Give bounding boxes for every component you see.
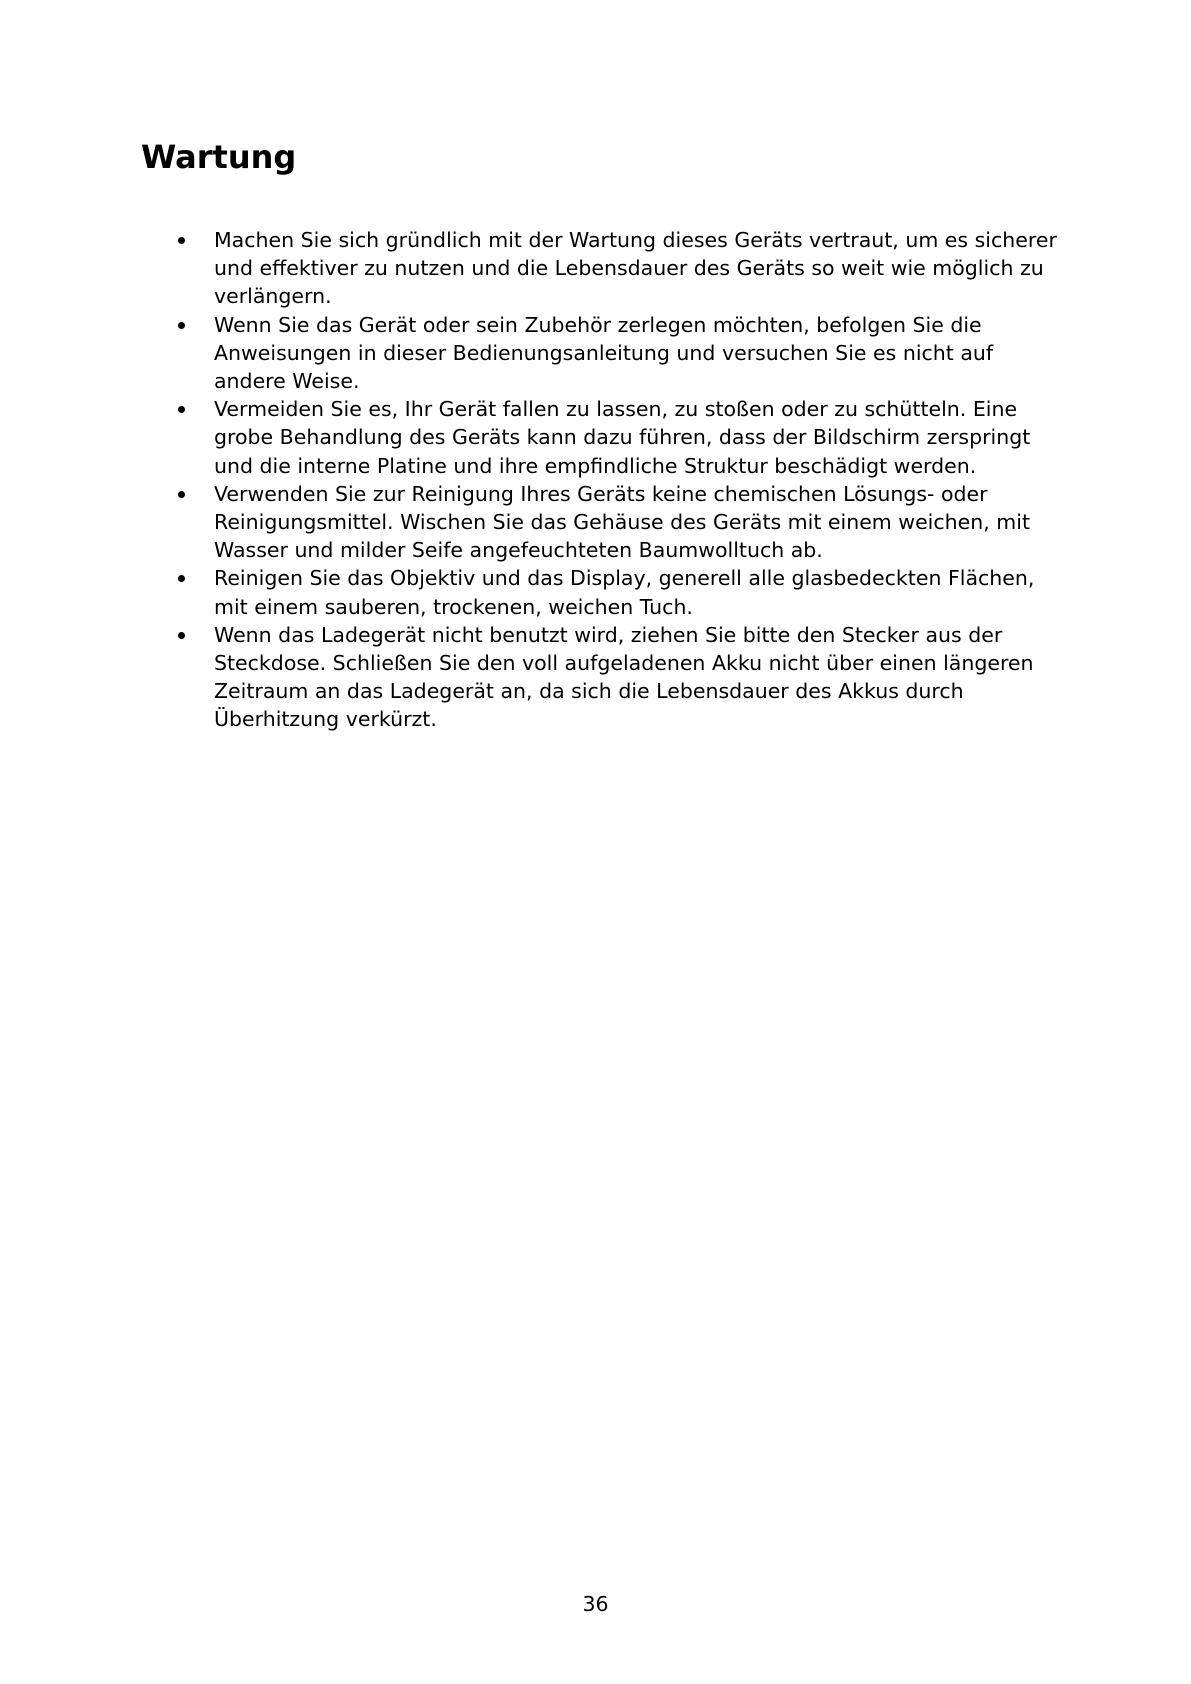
list-item (178, 480, 1068, 565)
list-item-text: Reinigen Sie das Objektiv und das Display, generell alle glasbedeckten Flächen, mit einem sauberen, trockenen, weichen Tuch. (214, 566, 1035, 619)
bullet-icon (178, 406, 185, 413)
list-item-text: Wenn das Ladegerät nicht benutzt wird, ziehen Sie bitte den Stecker aus der Steckdose. Schließen Sie den voll aufgeladenen Akku nicht über einen längeren Zeitraum an das Ladegerät an, da sich die Lebensdauer des Akkus durch Überhitzung verkürzt. (214, 622, 1034, 732)
bullet-icon (178, 575, 185, 582)
list-item (178, 621, 1068, 734)
page-number: 36 (582, 1592, 609, 1616)
page-title: Wartung (141, 138, 297, 176)
list-item (178, 311, 1068, 396)
bullet-icon (178, 322, 185, 329)
maintenance-bullet-list (178, 226, 1068, 734)
list-item-text: Vermeiden Sie es, Ihr Gerät fallen zu lassen, zu stoßen oder zu schütteln. Eine grobe Behandlung des Geräts kann dazu führen, dass der Bildschirm zerspringt und die interne Platine und ihre empfindliche Struktur beschädigt werden. (214, 397, 1031, 478)
list-item-text: Verwenden Sie zur Reinigung Ihres Geräts keine chemischen Lösungs- oder Reinigungsmittel. Wischen Sie das Gehäuse des Geräts mit einem weichen, mit Wasser und milder Seife angefeuchteten Baumwolltuch ab. (214, 481, 1030, 563)
list-item (178, 564, 1068, 620)
bullet-icon (178, 632, 185, 639)
list-item-text: Wenn Sie das Gerät oder sein Zubehör zerlegen möchten, befolgen Sie die Anweisungen in dieser Bedienungsanleitung und versuchen Sie es nicht auf andere Weise. (214, 312, 994, 394)
bullet-icon (178, 491, 185, 498)
list-item (178, 226, 1068, 311)
bullet-icon (178, 237, 185, 244)
list-item-text: Machen Sie sich gründlich mit der Wartung dieses Geräts vertraut, um es sicherer und effektiver zu nutzen und die Lebensdauer des Geräts so weit wie möglich zu verlängern. (214, 228, 1057, 309)
list-item (178, 395, 1068, 480)
